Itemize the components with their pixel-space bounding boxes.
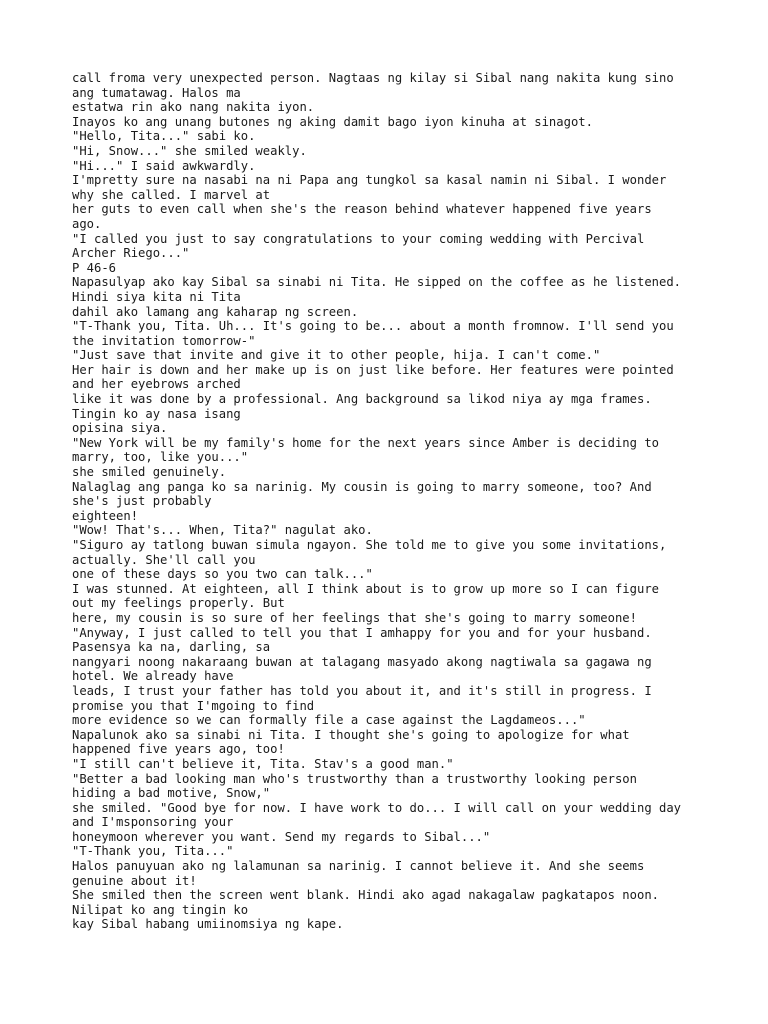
text-line: "Just save that invite and give it to other people, hija. I can't come.": [72, 348, 601, 363]
text-line: Archer Riego...": [72, 246, 190, 261]
text-line: Nilipat ko ang tingin ko: [72, 902, 249, 917]
text-line: Pasensya ka na, darling, sa: [72, 640, 271, 655]
text-line: here, my cousin is so sure of her feelings that she's going to marry someone!: [72, 610, 637, 625]
text-line: opisina siya.: [72, 421, 168, 436]
text-line: "Hello, Tita..." sabi ko.: [72, 129, 256, 144]
text-line: "Better a bad looking man who's trustworthy than a trustworthy looking person: [72, 771, 637, 786]
text-line: hotel. We already have: [72, 669, 234, 684]
text-line: "I called you just to say congratulations to your coming wedding with Percival: [72, 231, 645, 246]
text-line: ang tumatawag. Halos ma: [72, 85, 241, 100]
text-line: leads, I trust your father has told you about it, and it's still in progress. I: [72, 683, 652, 698]
text-line: like it was done by a professional. Ang background sa likod niya ay mga frames.: [72, 392, 652, 407]
text-line: one of these days so you two can talk...": [72, 567, 373, 582]
text-line: and I'msponsoring your: [72, 815, 234, 830]
text-line: happened five years ago, too!: [72, 742, 285, 757]
text-line: ago.: [72, 216, 102, 231]
text-line: Napasulyap ako kay Sibal sa sinabi ni Tita. He sipped on the coffee as he listened.: [72, 275, 682, 290]
text-line: She smiled then the screen went blank. Hindi ako agad nakagalaw pagkatapos noon.: [72, 888, 659, 903]
text-line: nangyari noong nakaraang buwan at talagang masyado akong nagtiwala sa gagawa ng: [72, 654, 652, 669]
text-line: she's just probably: [72, 494, 212, 509]
text-line: I was stunned. At eighteen, all I think about is to grow up more so I can figure: [72, 581, 659, 596]
text-line: Inayos ko ang unang butones ng aking damit bago iyon kinuha at sinagot.: [72, 114, 593, 129]
text-line: hiding a bad motive, Snow,": [72, 786, 271, 801]
text-line: estatwa rin ako nang nakita iyon.: [72, 100, 315, 115]
text-line: dahil ako lamang ang kaharap ng screen.: [72, 304, 359, 319]
text-line: and her eyebrows arched: [72, 377, 241, 392]
text-line: "Siguro ay tatlong buwan simula ngayon. She told me to give you some invitations,: [72, 538, 667, 552]
text-line: "I still can't believe it, Tita. Stav's a good man.": [72, 756, 454, 771]
text-line: "Anyway, I just called to tell you that I amhappy for you and for your husband.: [72, 625, 652, 640]
text-line: she smiled genuinely.: [72, 465, 227, 480]
text-line: promise you that I'mgoing to find: [72, 698, 315, 713]
text-line: Her hair is down and her make up is on just like before. Her features were pointed: [72, 362, 674, 377]
text-line: she smiled. "Good bye for now. I have work to do... I will call on your wedding day: [72, 800, 682, 815]
text-line: Tingin ko ay nasa isang: [72, 406, 241, 421]
text-line: call froma very unexpected person. Nagtaas ng kilay si Sibal nang nakita kung sino: [72, 71, 674, 85]
text-line: genuine about it!: [72, 873, 197, 888]
text-line: P 46-6: [72, 260, 117, 275]
text-line: out my feelings properly. But: [72, 596, 285, 611]
text-line: kay Sibal habang umiinomsiya ng kape.: [72, 917, 344, 932]
text-line: more evidence so we can formally file a case against the Lagdameos...": [72, 713, 586, 728]
text-line: "New York will be my family's home for the next years since Amber is deciding to: [72, 435, 659, 450]
text-line: actually. She'll call you: [72, 552, 256, 567]
text-line: Nalaglag ang panga ko sa narinig. My cousin is going to marry someone, too? And: [72, 479, 652, 494]
text-line: the invitation tomorrow-": [72, 333, 256, 348]
text-line: honeymoon wherever you want. Send my regards to Sibal...": [72, 829, 491, 844]
text-line: "Wow! That's... When, Tita?" nagulat ako.: [72, 523, 373, 538]
text-line: marry, too, like you...": [72, 450, 249, 465]
text-line: "T-Thank you, Tita...": [72, 844, 234, 859]
text-line: "Hi, Snow..." she smiled weakly.: [72, 143, 307, 158]
text-line: I'mpretty sure na nasabi na ni Papa ang tungkol sa kasal namin ni Sibal. I wonder: [72, 173, 667, 188]
text-line: eighteen!: [72, 508, 139, 523]
text-line: "T-Thank you, Tita. Uh... It's going to be... about a month fromnow. I'll send you: [72, 319, 674, 334]
text-line: Napalunok ako sa sinabi ni Tita. I thought she's going to apologize for what: [72, 727, 630, 742]
text-line: Halos panuyuan ako ng lalamunan sa narinig. I cannot believe it. And she seems: [72, 859, 645, 874]
text-line: her guts to even call when she's the reason behind whatever happened five years: [72, 202, 652, 217]
document-text: [72, 71, 712, 932]
text-line: why she called. I marvel at: [72, 187, 271, 202]
text-line: "Hi..." I said awkwardly.: [72, 158, 256, 173]
text-line: Hindi siya kita ni Tita: [72, 289, 241, 304]
